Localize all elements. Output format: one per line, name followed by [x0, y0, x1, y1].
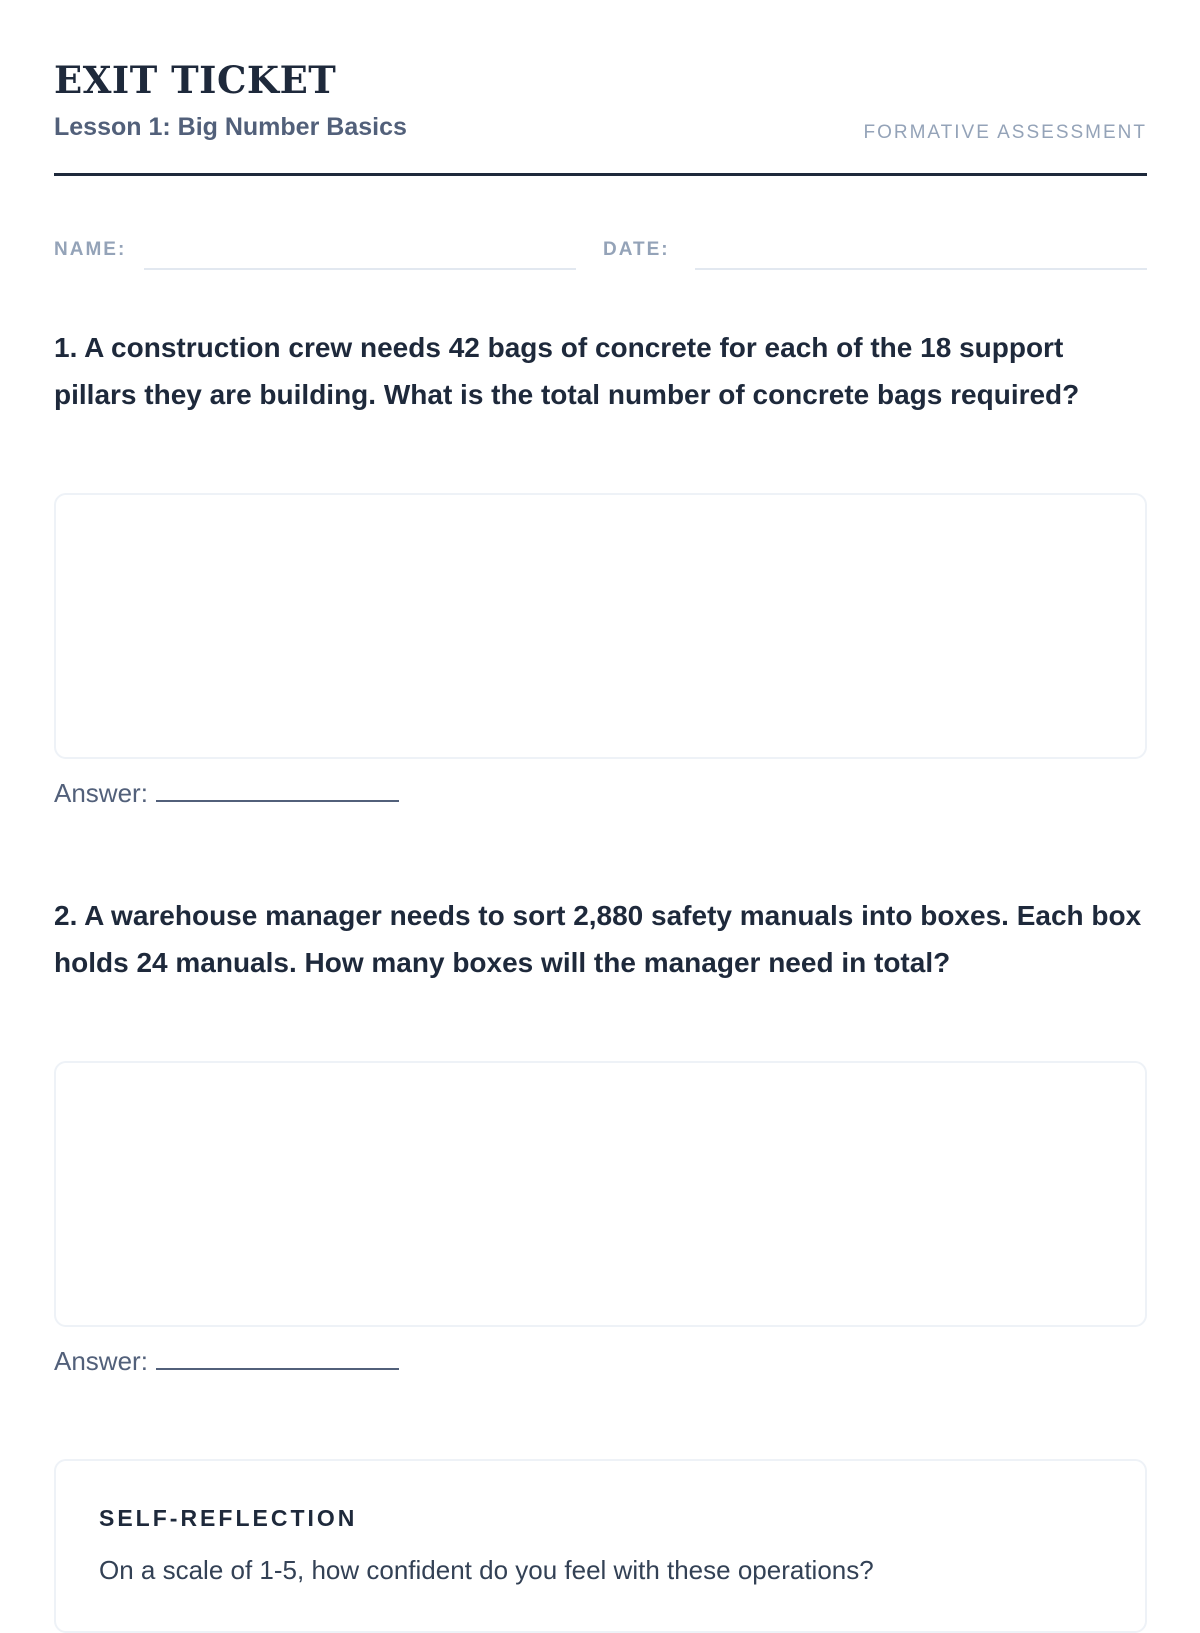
question-2-answer-field[interactable] [156, 1346, 399, 1370]
name-field[interactable] [144, 268, 576, 270]
page-title: EXIT TICKET [54, 58, 337, 102]
question-1-answer-label: Answer: [54, 778, 148, 808]
question-1-work-area[interactable] [54, 493, 1147, 759]
self-reflection-prompt: On a scale of 1-5, how confident do you feel with these operations? [99, 1555, 874, 1585]
question-2-answer-label: Answer: [54, 1346, 148, 1376]
question-2-answer-row [54, 1344, 399, 1378]
question-2-work-area[interactable] [54, 1061, 1147, 1327]
question-1-text: 1. A construction crew needs 42 bags of concrete for each of the 18 support pillars they are building. What is the total number of concrete bags required? [54, 332, 1080, 410]
self-reflection-card [54, 1459, 1147, 1633]
question-1-answer-field[interactable] [156, 778, 399, 802]
question-1-answer-row [54, 776, 399, 810]
self-reflection-title: SELF-REFLECTION [99, 1505, 358, 1531]
date-label: DATE: [603, 239, 670, 260]
question-2-text: 2. A warehouse manager needs to sort 2,880 safety manuals into boxes. Each box holds 24 manuals. How many boxes will the manager need in total? [54, 900, 1142, 978]
assessment-type-label: FORMATIVE ASSESSMENT [863, 122, 1147, 143]
name-label: NAME: [54, 239, 127, 260]
lesson-subtitle: Lesson 1: Big Number Basics [54, 113, 407, 141]
header-divider [54, 173, 1147, 176]
date-field[interactable] [695, 268, 1147, 270]
